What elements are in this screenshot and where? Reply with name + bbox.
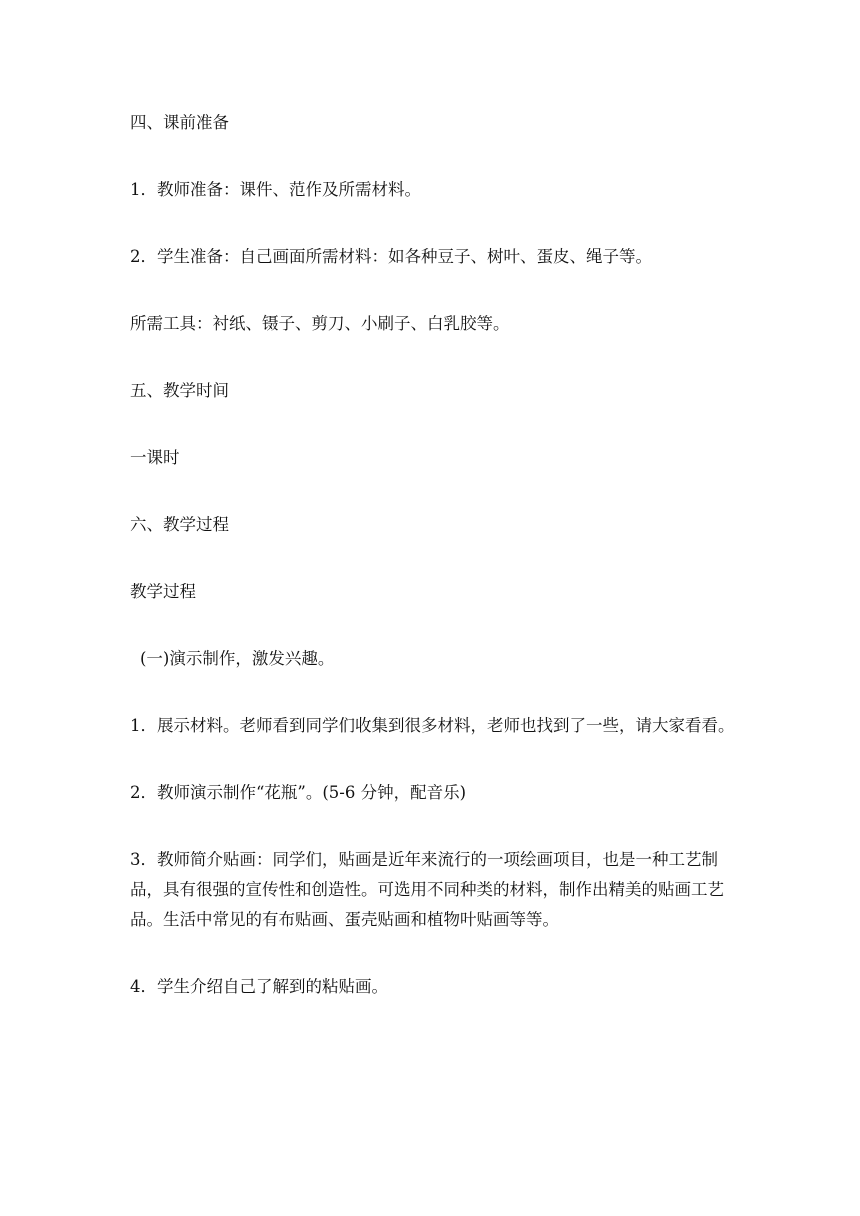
tools-paragraph: 所需工具：衬纸、镊子、剪刀、小刷子、白乳胶等。 <box>130 314 510 333</box>
section-heading-teaching-process: 六、教学过程 <box>130 515 229 534</box>
list-item-intro-collage: 3．教师简介贴画：同学们，贴画是近年来流行的一项绘画项目，也是一种工艺制品，具有很强的宣传性和创造性。可选用不同种类的材料，制作出精美的贴画工艺品。生活中常见的有布贴画、蛋壳贴画和植物叶贴画等等。 <box>130 850 724 929</box>
list-item-teacher-demo: 2．教师演示制作“花瓶”。(5-6 分钟，配音乐) <box>130 783 467 802</box>
list-item-show-materials: 1．展示材料。老师看到同学们收集到很多材料，老师也找到了一些，请大家看看。 <box>130 716 735 735</box>
section-heading-teaching-time: 五、教学时间 <box>130 381 229 400</box>
subheading-teaching-process: 教学过程 <box>130 582 196 601</box>
document-body <box>130 108 740 1039</box>
step-heading-demonstration: (一)演示制作，激发兴趣。 <box>140 649 335 668</box>
section-heading-preparation: 四、课前准备 <box>130 113 229 132</box>
list-item-student-preparation: 2．学生准备：自己画面所需材料：如各种豆子、树叶、蛋皮、绳子等。 <box>130 247 652 266</box>
list-item-teacher-preparation: 1．教师准备：课件、范作及所需材料。 <box>130 180 421 199</box>
teaching-time-value: 一课时 <box>130 448 180 467</box>
list-item-students-introduce: 4．学生介绍自己了解到的粘贴画。 <box>130 977 388 996</box>
